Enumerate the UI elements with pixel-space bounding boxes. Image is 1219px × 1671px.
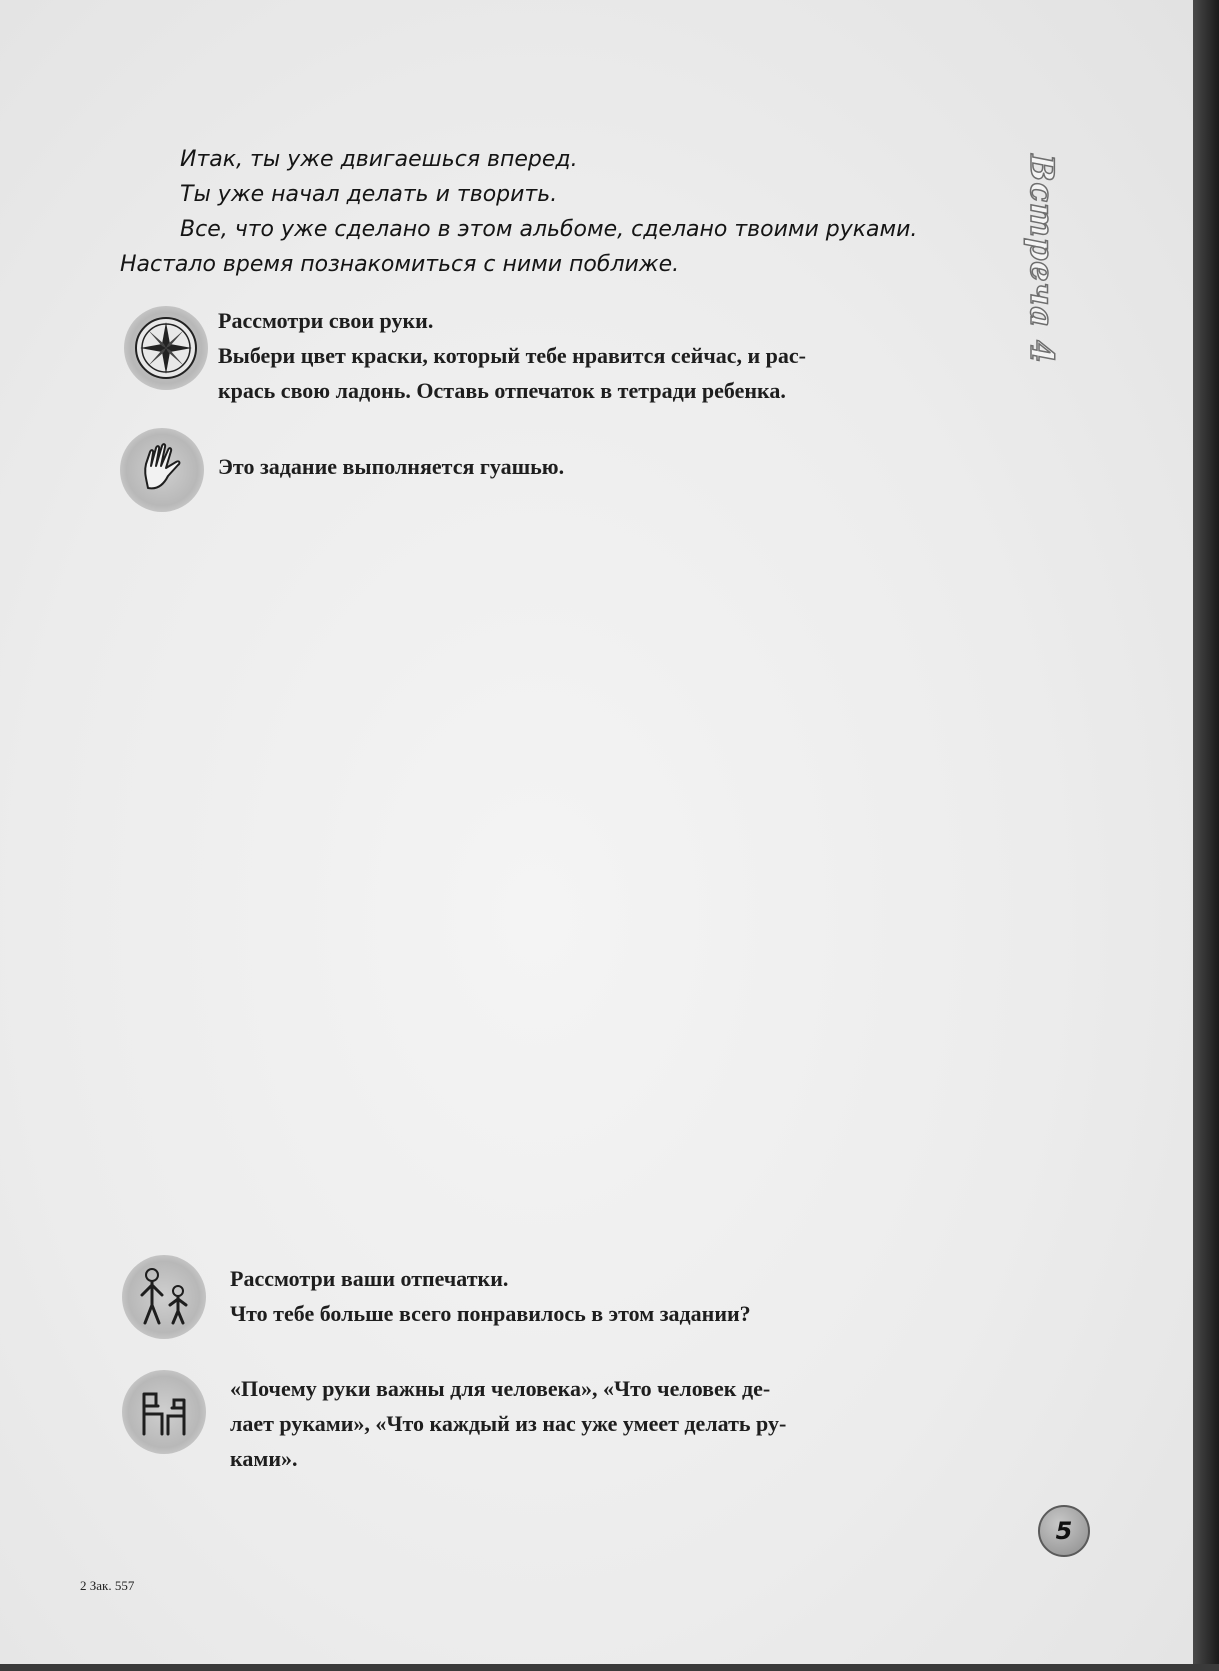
task-2-line-1: Рассмотри ваши отпечатки. — [230, 1266, 509, 1291]
compass-rose-icon — [124, 306, 208, 390]
note-text: Это задание выполняется гуашью. — [218, 454, 565, 479]
task-1 — [218, 303, 806, 408]
hand-icon — [120, 428, 204, 512]
bottom-edge — [0, 1664, 1219, 1671]
task-1-line-1: Рассмотри свои руки. — [218, 308, 434, 333]
intro-line-2: Ты уже начал делать и творить. — [180, 182, 558, 207]
intro-line-1: Итак, ты уже двигаешься вперед. — [180, 147, 578, 172]
intro-line-4: Настало время познакомиться с ними поближе. — [120, 252, 680, 277]
task-2 — [230, 1261, 751, 1331]
discussion-topics — [230, 1371, 786, 1476]
print-mark: 2 Зак. 557 — [80, 1578, 135, 1593]
chairs-icon — [122, 1370, 206, 1454]
note — [218, 449, 564, 484]
adult-child-icon — [122, 1255, 206, 1339]
task-2-line-2: Что тебе больше всего понравилось в этом задании? — [230, 1301, 751, 1326]
task-1-line-3: крась свою ладонь. Оставь отпечаток в тетради ребенка. — [218, 378, 786, 403]
intro-text — [120, 142, 1020, 282]
discussion-line-3: ками». — [230, 1446, 298, 1471]
meeting-side-label: Встреча 4 — [1023, 154, 1061, 364]
intro-line-3: Все, что уже сделано в этом альбоме, сделано твоими руками. — [180, 217, 918, 242]
discussion-line-2: лает руками», «Что каждый из нас уже умеет делать ру- — [230, 1411, 787, 1436]
page-number: 5 — [1038, 1505, 1090, 1557]
task-1-line-2: Выбери цвет краски, который тебе нравится сейчас, и рас- — [218, 343, 806, 368]
discussion-line-1: «Почему руки важны для человека», «Что человек де- — [230, 1376, 771, 1401]
binding-spine — [1193, 0, 1219, 1671]
